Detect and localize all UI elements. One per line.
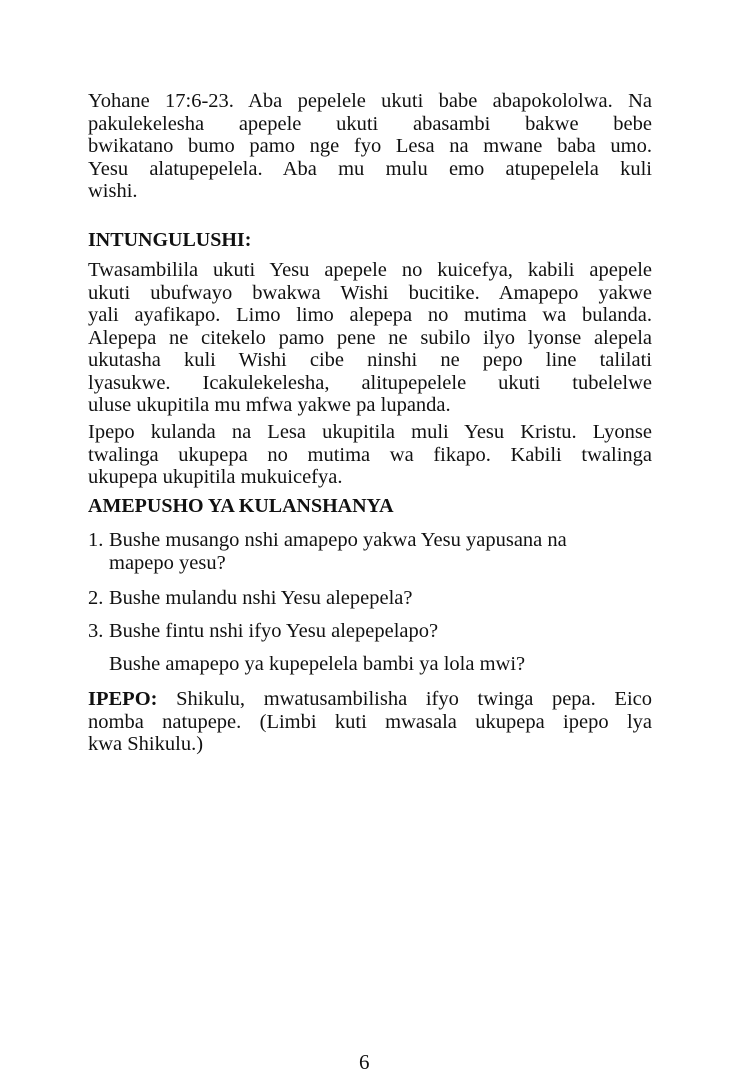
question-1 xyxy=(88,529,652,574)
text-line: uluse ukupitila mu mfwa yakwe pa lupanda. xyxy=(88,394,451,416)
paragraph-lesson xyxy=(88,259,652,417)
text-line: Twasambilila ukuti Yesu apepele no kuicefya, kabili apepele xyxy=(88,259,652,281)
text-line: pakulekelesha apepele ukuti abasambi bakwe bebe xyxy=(88,112,652,135)
question-text: Bushe mulandu nshi Yesu alepepela? xyxy=(109,587,413,609)
page-number: 6 xyxy=(359,1050,370,1074)
question-extra: Bushe amapepo ya kupepelela bambi ya lola mwi? xyxy=(109,653,526,675)
question-text-continued: mapepo yesu? xyxy=(109,551,226,574)
text-line: ukuti ubufwayo bwakwa Wishi bucitike. Amapepo yakwe xyxy=(88,281,652,304)
question-text: Bushe fintu nshi ifyo Yesu alepepelapo? xyxy=(109,620,439,642)
text-line: twalinga ukupepa no mutima wa fikapo. Kabili twalinga xyxy=(88,443,652,466)
question-number: 1. xyxy=(88,529,104,551)
text-line: Alepepa ne citekelo pamo pene ne subilo ilyo lyonse alepela xyxy=(88,326,652,349)
question-number: 2. xyxy=(88,587,104,609)
text-line: bwikatano bumo pamo nge fyo Lesa na mwane baba umo. xyxy=(88,135,652,157)
prayer-text: Shikulu, mwatusambilisha ifyo twinga pepa. Eico xyxy=(176,688,652,710)
text-line xyxy=(88,688,652,711)
heading-questions: AMEPUSHO YA KULANSHANYA xyxy=(88,495,394,517)
text-line: lyasukwe. Icakulekelesha, alitupepelele ukuti tubelelwe xyxy=(88,371,652,394)
text-line: yali ayafikapo. Limo limo alepepa no mutima wa bulanda. xyxy=(88,304,652,326)
question-3 xyxy=(88,620,652,643)
text-line: Yohane 17:6-23. Aba pepelele ukuti babe abapokololwa. Na xyxy=(88,90,652,112)
question-2 xyxy=(88,587,652,610)
text-line: Ipepo kulanda na Lesa ukupitila muli Yesu Kristu. Lyonse xyxy=(88,421,652,443)
text-line: ukupepa ukupitila mukuicefya. xyxy=(88,466,343,488)
question-number: 3. xyxy=(88,620,104,642)
text-line: wishi. xyxy=(88,180,138,202)
text-line: ukutasha kuli Wishi cibe ninshi ne pepo line talilati xyxy=(88,349,652,371)
text-line: kwa Shikulu.) xyxy=(88,733,204,755)
prayer-label: IPEPO: xyxy=(88,688,158,710)
prayer-paragraph xyxy=(88,688,652,756)
text-line: Yesu alatupepelela. Aba mu mulu emo atupepelela kuli xyxy=(88,157,652,180)
paragraph-intro xyxy=(88,90,652,203)
text-line: nomba natupepe. (Limbi kuti mwasala ukupepa ipepo lya xyxy=(88,710,652,733)
question-text: Bushe musango nshi amapepo yakwa Yesu yapusana na xyxy=(109,529,567,551)
heading-intungulushi: INTUNGULUSHI: xyxy=(88,229,252,251)
paragraph-prayer-definition xyxy=(88,421,652,489)
